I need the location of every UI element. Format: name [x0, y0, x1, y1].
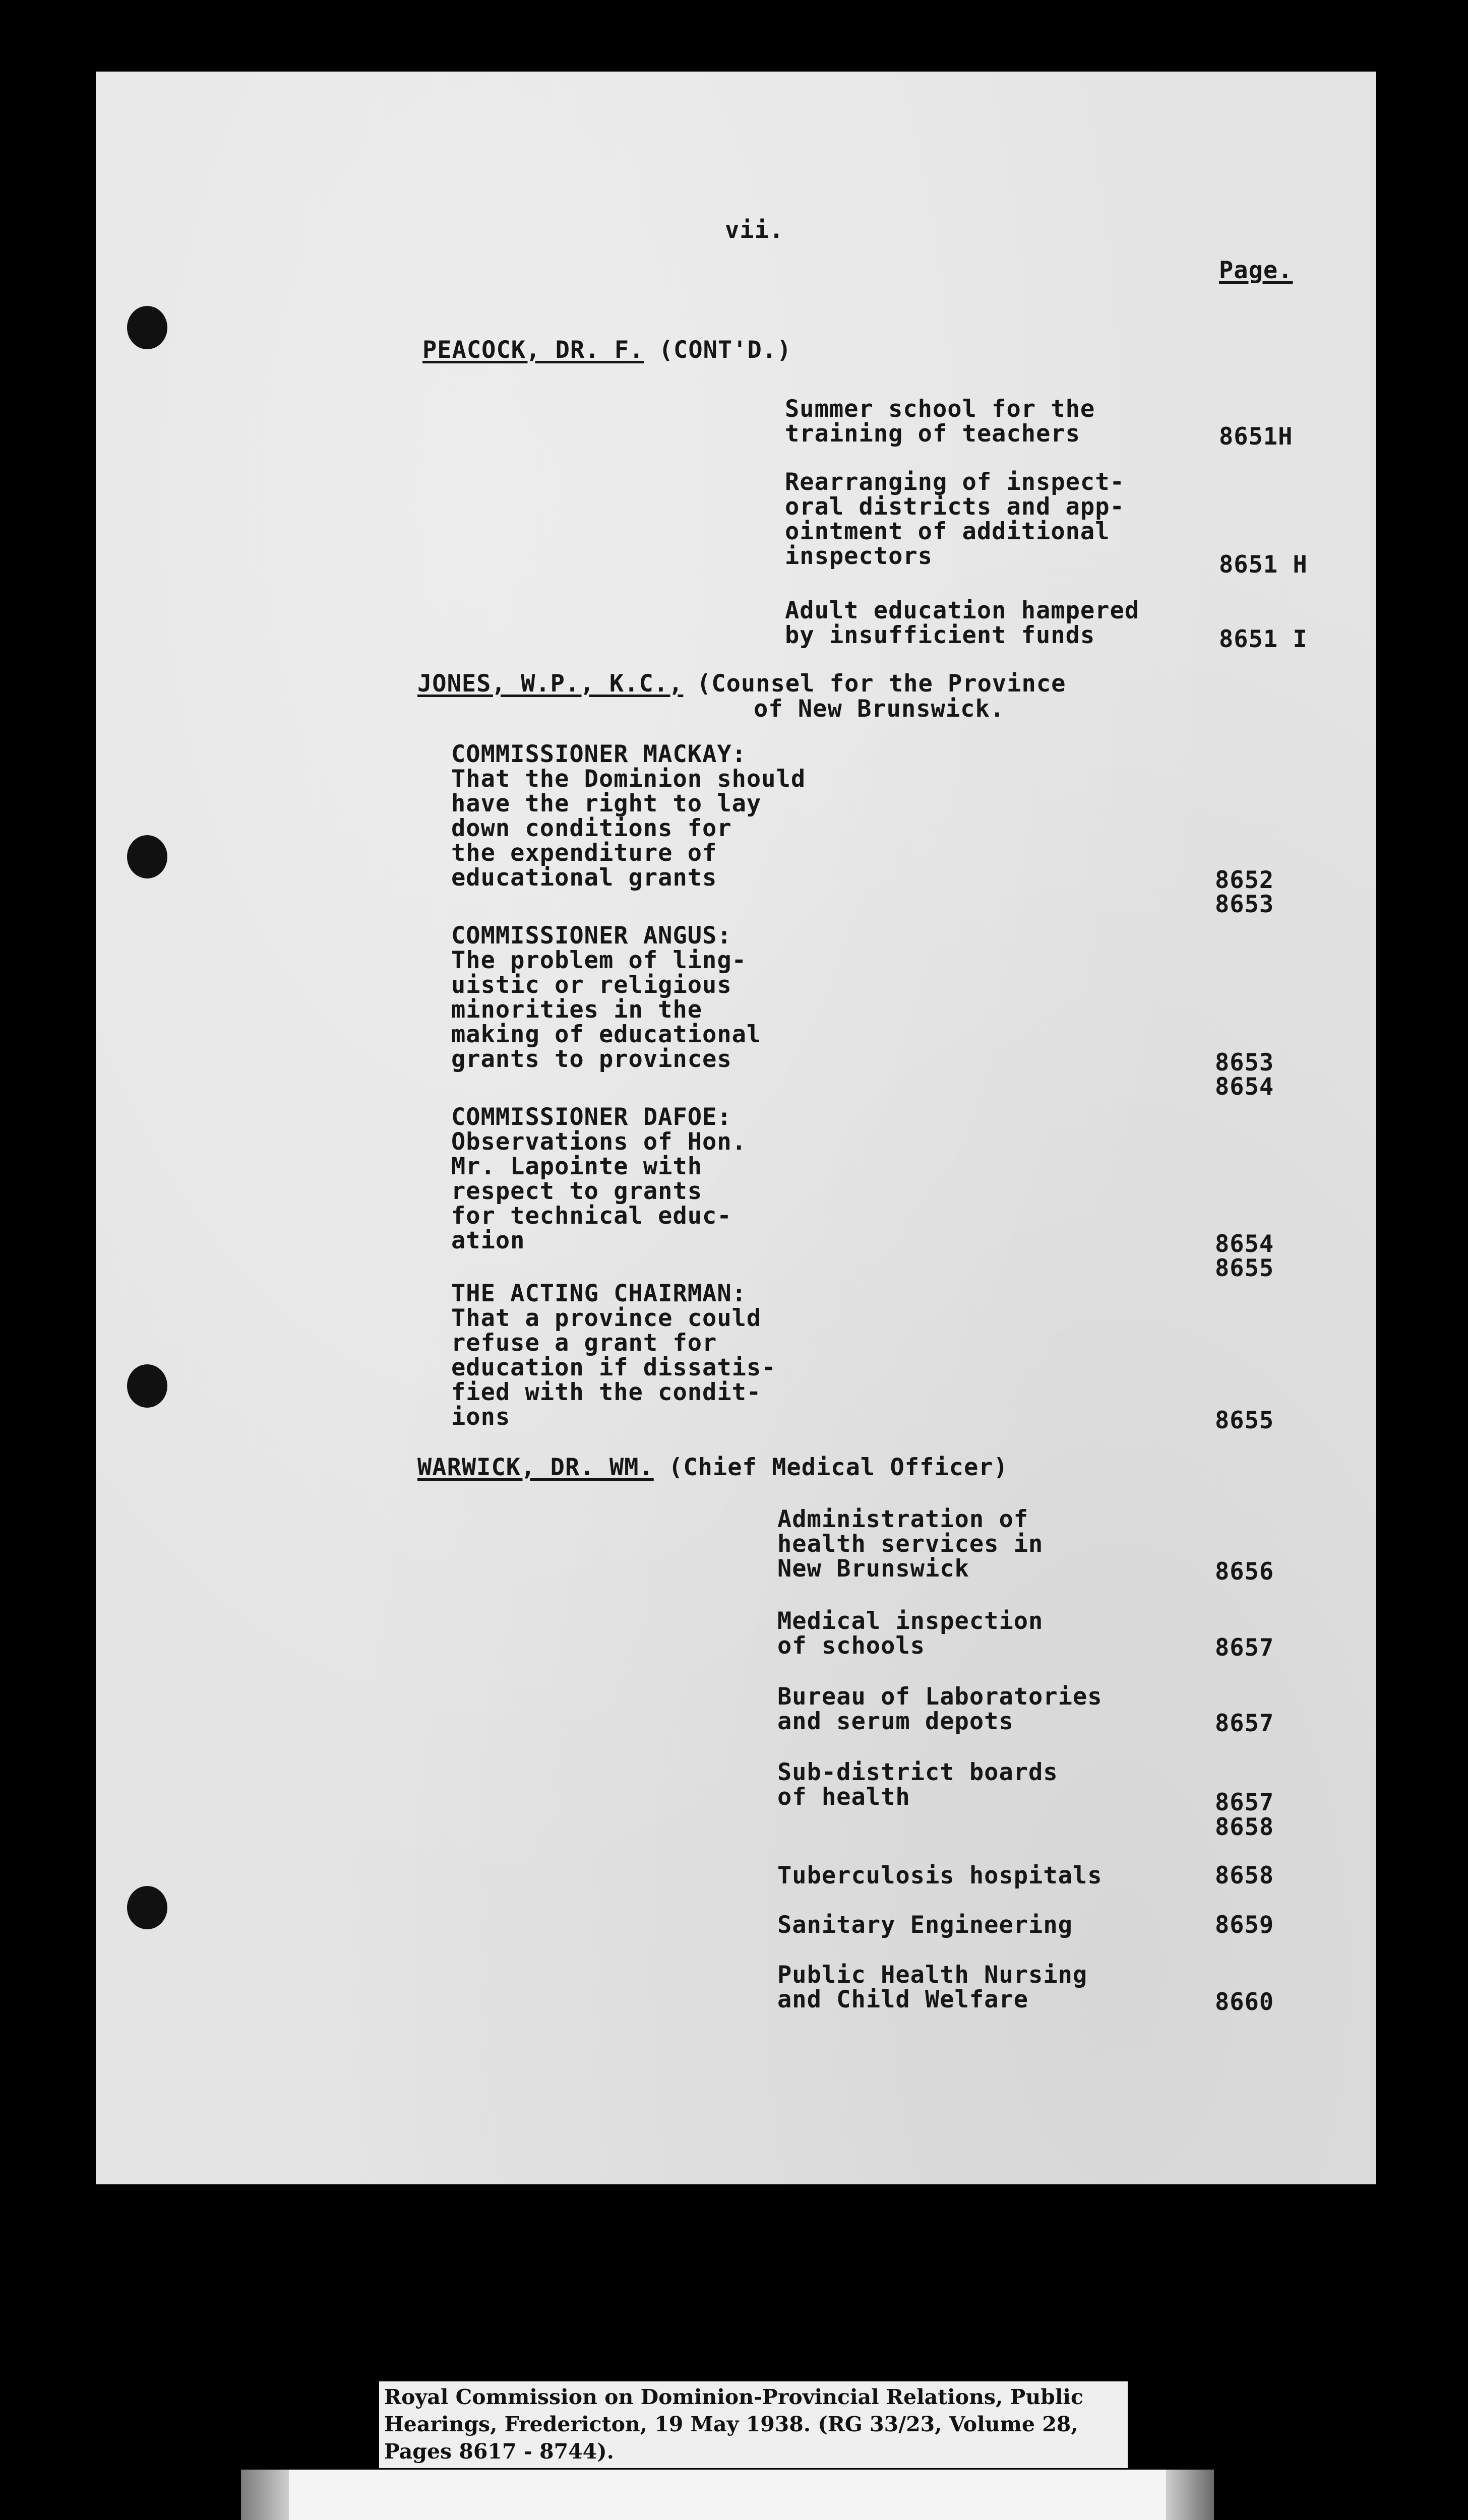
witness-name: JONES, W.P., K.C.,: [417, 670, 684, 698]
topic-line: and Child Welfare: [777, 1986, 1029, 2013]
topic-line: for technical educ-: [451, 1202, 732, 1230]
page-ref: 8653: [1215, 1049, 1274, 1077]
topic-line: New Brunswick: [777, 1555, 969, 1583]
witness-note: of New Brunswick.: [754, 695, 1005, 723]
page-ref: 8654: [1215, 1073, 1274, 1101]
topic-line: Adult education hampered: [785, 597, 1140, 624]
topic-line: THE ACTING CHAIRMAN:: [451, 1280, 747, 1307]
topic-line: minorities in the: [451, 996, 703, 1024]
binder-hole: [127, 1364, 167, 1408]
page-ref: 8656: [1215, 1558, 1274, 1586]
witness-note: (Counsel for the Province: [697, 670, 1066, 698]
page-ref: 8657: [1215, 1634, 1274, 1662]
topic-line: ions: [451, 1403, 511, 1431]
witness-note: (CONT'D.): [644, 336, 792, 364]
page-ref: 8657: [1215, 1789, 1274, 1816]
page-ref: 8651H: [1219, 423, 1293, 451]
page-ref: 8651 H: [1219, 551, 1308, 579]
topic-line: Observations of Hon.: [451, 1128, 747, 1156]
topic-line: ointment of additional: [785, 518, 1110, 545]
topic-line: Mr. Lapointe with: [451, 1153, 703, 1180]
topic-line: COMMISSIONER ANGUS:: [451, 922, 732, 950]
page-ref: 8659: [1215, 1911, 1274, 1939]
witness-heading: [417, 1455, 1008, 1480]
topic-line: Summer school for the: [785, 395, 1095, 423]
stamp-edge-right: [1166, 2470, 1214, 2520]
topic-line: training of teachers: [785, 420, 1080, 448]
topic-line: fied with the condit-: [451, 1378, 762, 1406]
topic-line: of schools: [777, 1632, 925, 1660]
document-page: [96, 72, 1376, 2184]
topic-line: Bureau of Laboratories: [777, 1683, 1103, 1711]
page-ref: 8658: [1215, 1862, 1274, 1889]
source-citation-label: [379, 2381, 1128, 2468]
topic-line: Rearranging of inspect-: [785, 468, 1125, 496]
page-ref: 8655: [1215, 1407, 1274, 1434]
topic-line: That the Dominion should: [451, 765, 806, 793]
page-ref: 8660: [1215, 1988, 1274, 2016]
topic-line: the expenditure of: [451, 839, 717, 867]
citation-line: Pages 8617 - 8744).: [384, 2439, 614, 2464]
topic-line: by insufficient funds: [785, 621, 1095, 649]
topic-line: have the right to lay: [451, 790, 762, 817]
citation-line: Royal Commission on Dominion-Provincial Relations, Public: [384, 2385, 1083, 2409]
topic-line: making of educational: [451, 1021, 762, 1048]
page-ref: 8653: [1215, 891, 1274, 918]
page-ref: 8658: [1215, 1813, 1274, 1841]
topic-line: ation: [451, 1227, 525, 1254]
topic-line: The problem of ling-: [451, 947, 747, 974]
topic-line: oral districts and app-: [785, 493, 1125, 521]
page-ref: 8652: [1215, 866, 1274, 894]
topic-line: of health: [777, 1783, 910, 1811]
topic-line: Public Health Nursing: [777, 1961, 1088, 1989]
topic-line: COMMISSIONER MACKAY:: [451, 740, 747, 768]
page-ref: 8651 I: [1219, 625, 1308, 653]
topic-line: inspectors: [785, 542, 933, 570]
topic-line: grants to provinces: [451, 1045, 732, 1073]
topic-line: COMMISSIONER DAFOE:: [451, 1103, 732, 1131]
topic-line: and serum depots: [777, 1708, 1014, 1735]
witness-name: WARWICK, DR. WM.: [417, 1454, 654, 1481]
topic-line: refuse a grant for: [451, 1329, 717, 1357]
topic-line: educational grants: [451, 864, 717, 892]
topic-line: Sanitary Engineering: [777, 1911, 1073, 1939]
witness-name: PEACOCK, DR. F.: [422, 336, 644, 364]
witness-note: (Chief Medical Officer): [653, 1454, 1008, 1481]
topic-line: health services in: [777, 1530, 1044, 1558]
topic-line: down conditions for: [451, 814, 732, 842]
stamp-edge-left: [241, 2470, 289, 2520]
topic-line: Administration of: [777, 1505, 1029, 1533]
binder-hole: [127, 306, 167, 349]
topic-line: Medical inspection: [777, 1607, 1044, 1635]
topic-line: uistic or religious: [451, 971, 732, 999]
page-ref: 8655: [1215, 1254, 1274, 1282]
page-ref: 8657: [1215, 1710, 1274, 1737]
page-number: vii.: [725, 216, 784, 244]
binder-hole: [127, 835, 167, 878]
witness-heading: [422, 338, 791, 363]
topic-line: That a province could: [451, 1304, 762, 1332]
citation-line: Hearings, Fredericton, 19 May 1938. (RG 33/23, Volume 28,: [384, 2412, 1078, 2436]
topic-line: education if dissatis-: [451, 1354, 776, 1381]
topic-line: Sub-district boards: [777, 1758, 1058, 1786]
page-ref: 8654: [1215, 1230, 1274, 1258]
binder-hole: [127, 1886, 167, 1929]
archive-stamp: [241, 2470, 1214, 2520]
topic-line: respect to grants: [451, 1177, 703, 1205]
page-column-header: Page.: [1219, 257, 1293, 284]
topic-line: Tuberculosis hospitals: [777, 1862, 1103, 1889]
